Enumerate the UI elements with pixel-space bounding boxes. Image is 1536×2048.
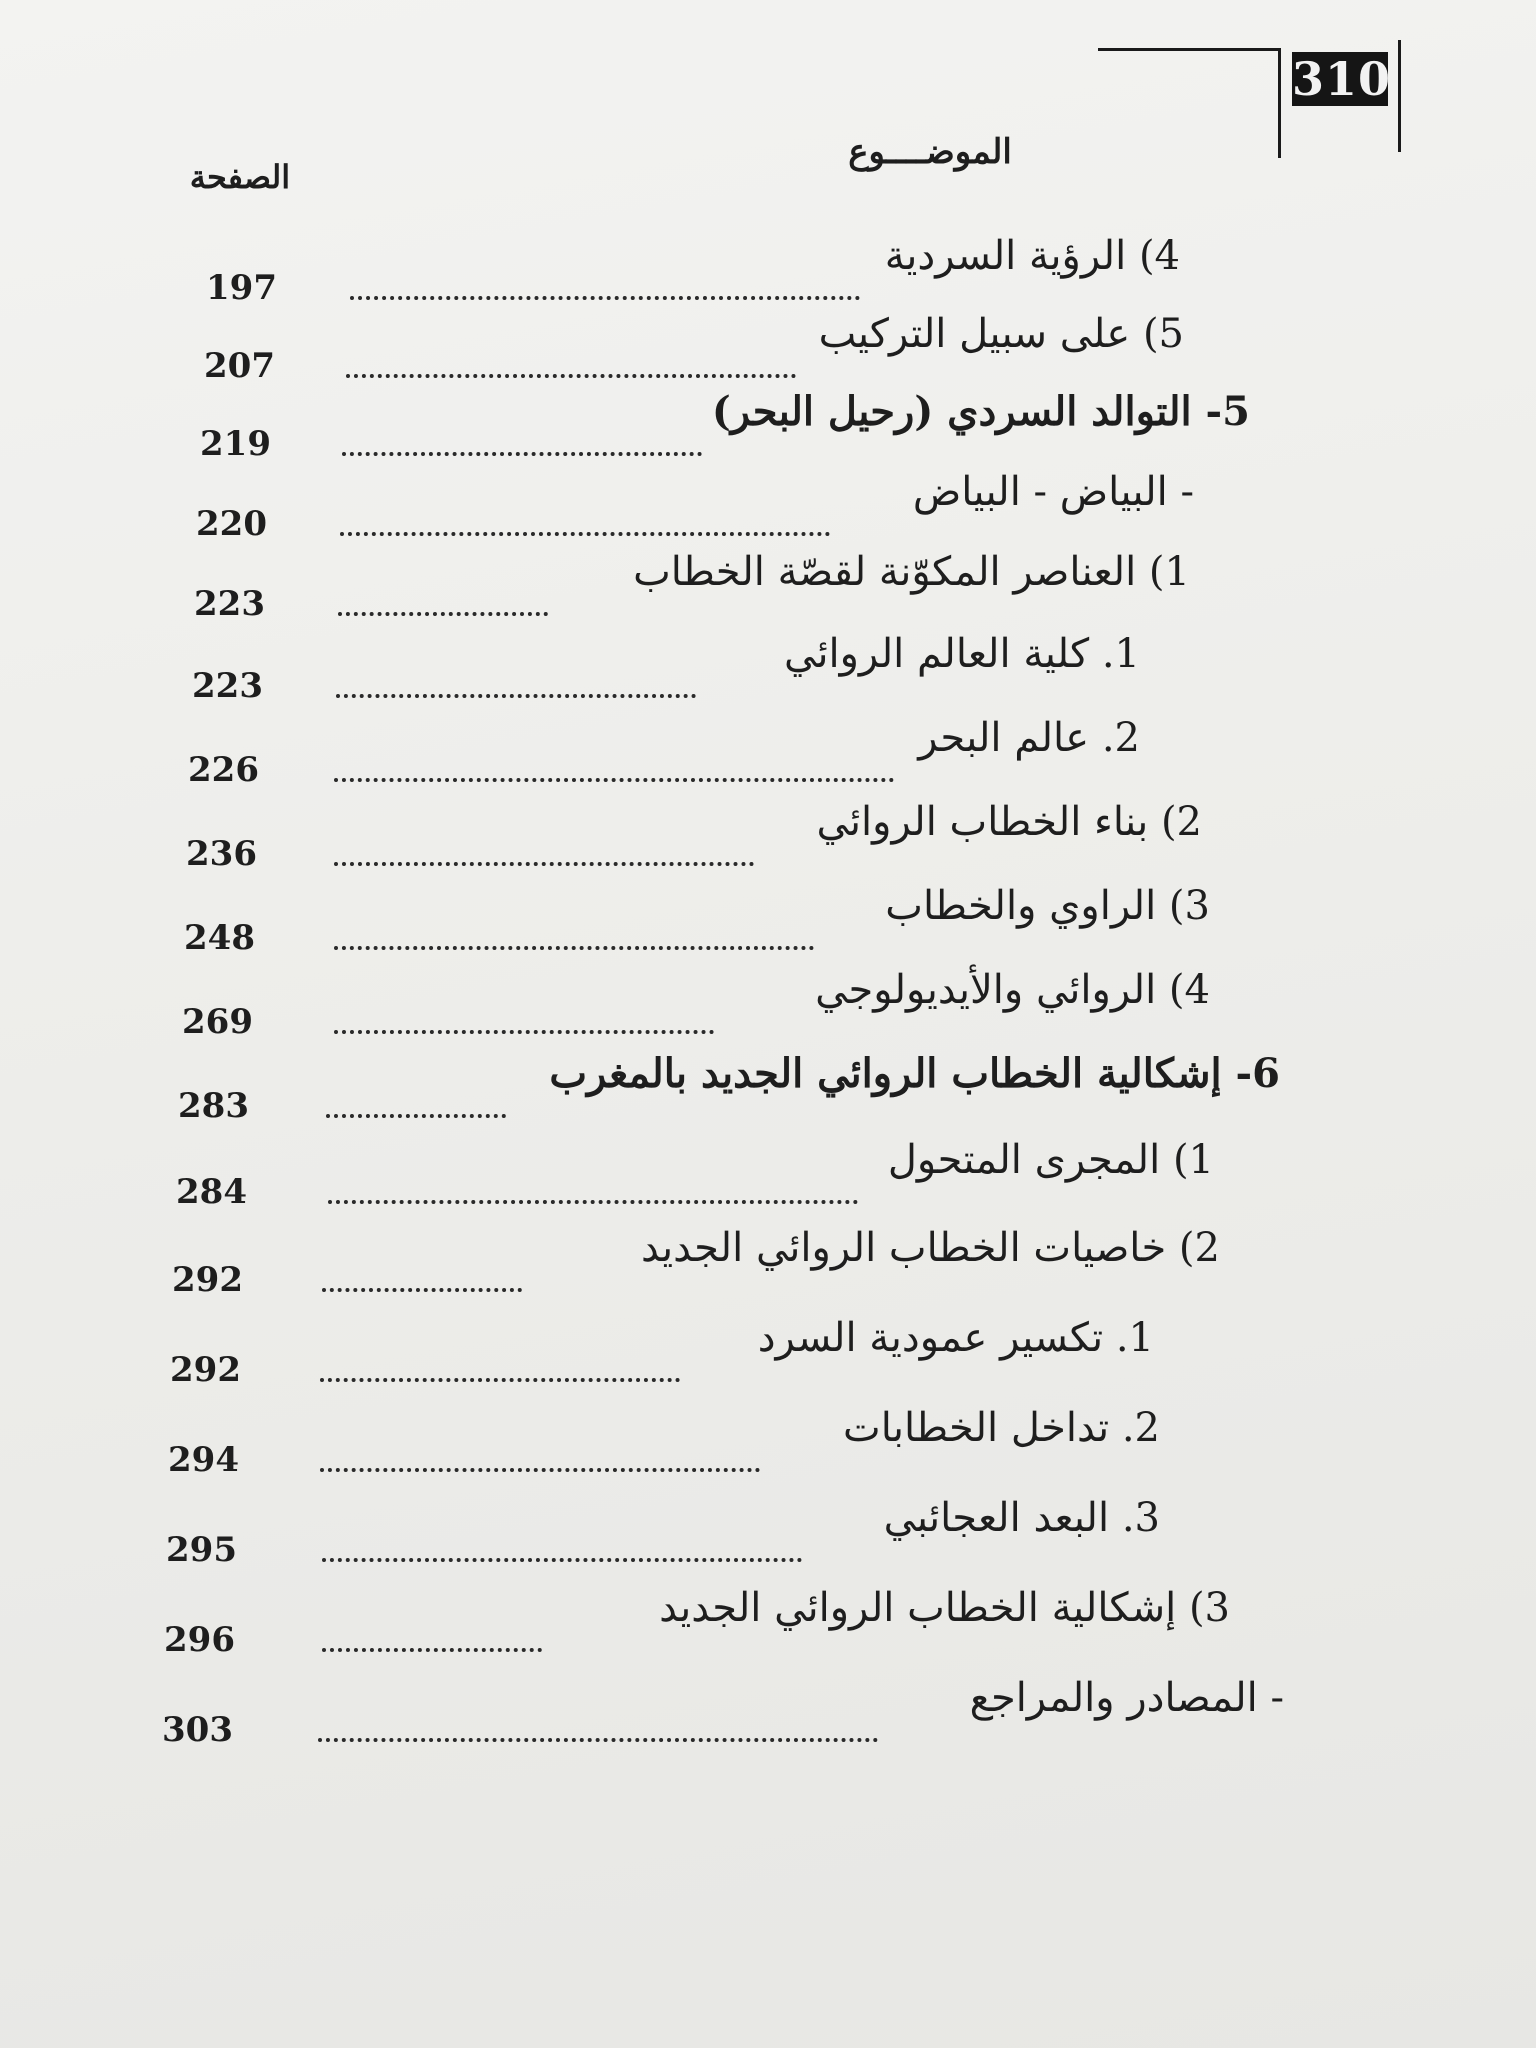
toc-title: - المصادر والمراجع: [969, 1675, 1284, 1721]
toc-page-number: 197: [206, 268, 277, 308]
toc-title: 5- التوالد السردي (رحيل البحر): [711, 388, 1250, 435]
page-number-frame-right: [1398, 40, 1401, 152]
toc-page-number: 219: [200, 424, 271, 464]
toc-page-number: 295: [166, 1530, 237, 1570]
toc-row: [0, 1222, 1536, 1300]
toc-row: [0, 1048, 1536, 1126]
toc-page-number: 236: [186, 834, 257, 874]
toc-row: [0, 230, 1536, 308]
header-page-label: الصفحة: [189, 158, 291, 196]
toc-title: 5) على سبيل التركيب: [818, 311, 1184, 357]
toc-page-number: 223: [192, 666, 263, 706]
toc-title: 4) الروائي والأيديولوجي: [815, 967, 1210, 1013]
toc-dot-leader: [342, 448, 702, 456]
toc-dot-leader: [340, 528, 830, 536]
page-number: 310: [1292, 52, 1392, 106]
toc-row: [0, 1492, 1536, 1570]
toc-title: 4) الرؤية السردية: [884, 233, 1180, 279]
toc-row: [0, 880, 1536, 958]
toc-title: 1) المجرى المتحول: [887, 1137, 1214, 1183]
toc-dot-leader: [320, 1374, 680, 1382]
toc-title: 2) بناء الخطاب الروائي: [816, 799, 1202, 845]
toc-dot-leader: [322, 1644, 542, 1652]
toc-dot-leader: [334, 774, 894, 782]
toc-title: 3) إشكالية الخطاب الروائي الجديد: [659, 1585, 1230, 1631]
toc-dot-leader: [320, 1464, 760, 1472]
toc-row: [0, 796, 1536, 874]
toc-dot-leader: [334, 858, 754, 866]
toc-title: 2. تداخل الخطابات: [843, 1405, 1160, 1451]
toc-title: 2. عالم البحر: [918, 715, 1140, 761]
toc-row: [0, 1672, 1536, 1750]
toc-row: [0, 712, 1536, 790]
toc-title: 1. تكسير عمودية السرد: [757, 1315, 1154, 1361]
toc-dot-leader: [346, 370, 796, 378]
toc-dot-leader: [336, 690, 696, 698]
toc-dot-leader: [326, 1110, 506, 1118]
toc-row: [0, 1402, 1536, 1480]
toc-page-number: 296: [164, 1620, 235, 1660]
page-number-frame-left: [1278, 48, 1281, 158]
toc-page-number: 303: [162, 1710, 233, 1750]
toc-dot-leader: [334, 942, 814, 950]
toc-title: 3. البعد العجائبي: [883, 1495, 1160, 1541]
toc-dot-leader: [328, 1196, 858, 1204]
toc-dot-leader: [318, 1734, 878, 1742]
toc-dot-leader: [334, 1026, 714, 1034]
toc-page-number: 292: [172, 1260, 243, 1300]
toc-row: [0, 1312, 1536, 1390]
toc-page-number: 284: [176, 1172, 247, 1212]
toc-title: 3) الراوي والخطاب: [885, 883, 1210, 929]
toc-page-number: 226: [188, 750, 259, 790]
toc-dot-leader: [322, 1554, 802, 1562]
header-subject-label: الموضــــوع: [848, 132, 1012, 172]
toc-dot-leader: [322, 1284, 522, 1292]
toc-page-number: 294: [168, 1440, 239, 1480]
toc-row: [0, 628, 1536, 706]
toc-title: 6- إشكالية الخطاب الروائي الجديد بالمغرب: [549, 1050, 1280, 1097]
toc-row: [0, 466, 1536, 544]
toc-row: [0, 1582, 1536, 1660]
toc-page-number: 223: [194, 584, 265, 624]
toc-row: [0, 1134, 1536, 1212]
toc-page-number: 269: [182, 1002, 253, 1042]
toc-dot-leader: [350, 292, 860, 300]
toc-page-number: 283: [178, 1086, 249, 1126]
toc-page-number: 207: [204, 346, 275, 386]
toc-dot-leader: [338, 608, 548, 616]
toc-title: - البياض - البياض: [912, 469, 1194, 515]
toc-page-number: 292: [170, 1350, 241, 1390]
toc-row: [0, 308, 1536, 386]
toc-row: [0, 386, 1536, 464]
toc-title: 1. كلية العالم الروائي: [784, 631, 1140, 677]
toc-row: [0, 546, 1536, 624]
toc-page-number: 220: [196, 504, 267, 544]
page-number-frame-top: [1098, 48, 1278, 51]
toc-page-number: 248: [184, 918, 255, 958]
toc-row: [0, 964, 1536, 1042]
toc-title: 1) العناصر المكوّنة لقصّة الخطاب: [633, 549, 1190, 595]
toc-title: 2) خاصيات الخطاب الروائي الجديد: [640, 1225, 1220, 1271]
